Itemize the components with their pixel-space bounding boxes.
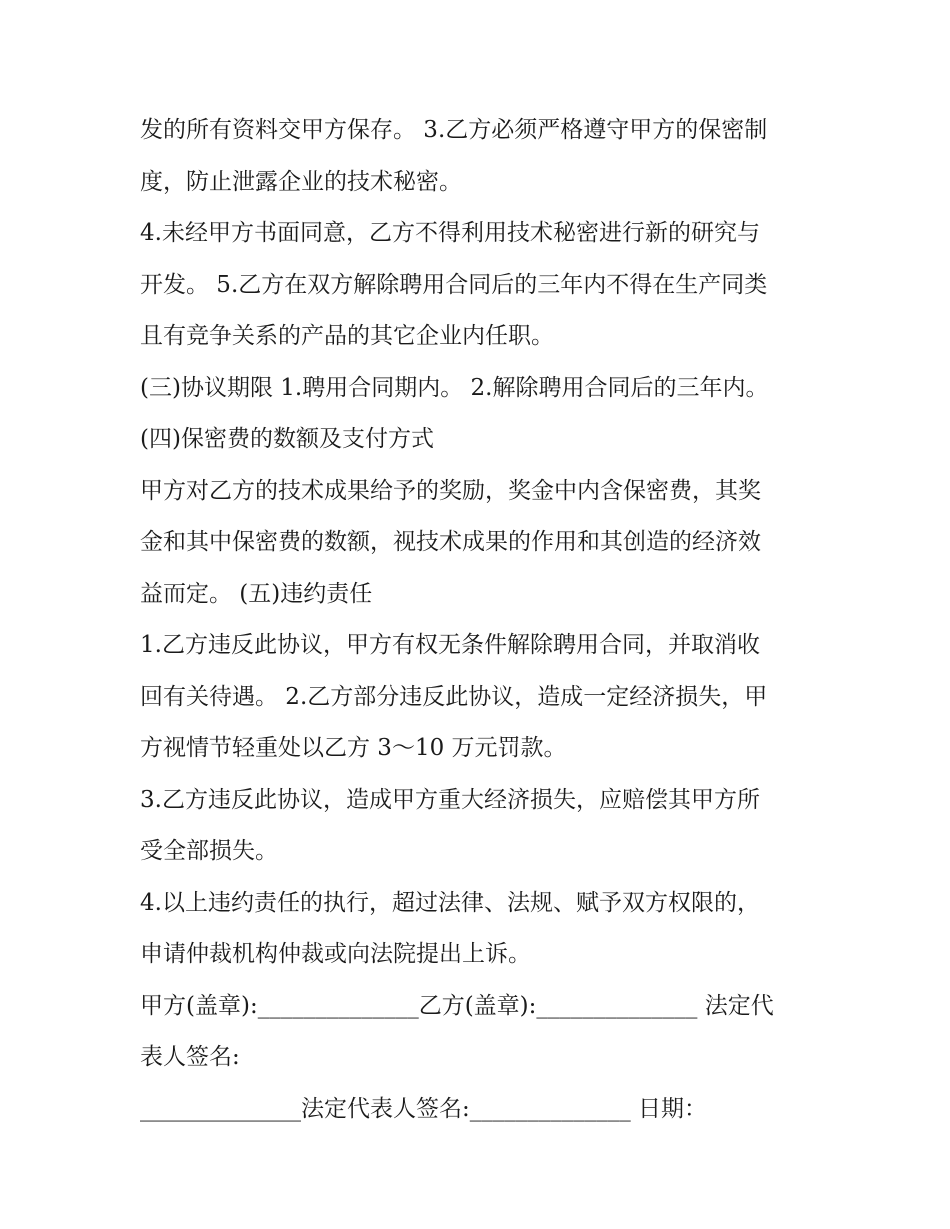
text-line: 甲方对乙方的技术成果给予的奖励，奖金中内含保密费，其奖	[140, 477, 761, 504]
text-line: 1.乙方违反此协议，甲方有权无条件解除聘用合同，并取消收	[140, 632, 760, 658]
text-line: 3.乙方违反此协议，造成甲方重大经济损失，应赔偿其甲方所	[140, 786, 760, 813]
text-line: 申请仲裁机构仲裁或向法院提出上诉。	[140, 941, 531, 967]
signature-line-label: 表人签名:	[140, 1044, 240, 1070]
text-line: 益而定。 (五)违约责任	[140, 580, 373, 607]
text-line: 金和其中保密费的数额，视技术成果的作用和其创造的经济效	[140, 529, 761, 555]
document-body	[140, 105, 820, 1135]
text-line: 回有关待遇。 2.乙方部分违反此协议，造成一定经济损失，甲	[140, 683, 768, 710]
section-heading-term: (三)协议期限 1.聘用合同期内。 2.解除聘用合同后的三年内。	[140, 374, 769, 401]
signature-line-parties: 甲方(盖章):______________乙方(盖章):______________ 法定代	[140, 992, 774, 1019]
signature-line-representative: ______________法定代表人签名:______________ 日期：	[140, 1095, 708, 1122]
text-line: 发的所有资料交甲方保存。 3.乙方必须严格遵守甲方的保密制	[140, 117, 768, 143]
section-heading-fee: (四)保密费的数额及支付方式	[140, 426, 434, 452]
text-line: 4.以上违约责任的执行，超过法律、法规、赋予双方权限的，	[140, 889, 760, 916]
text-line: 开发。 5.乙方在双方解除聘用合同后的三年内不得在生产同类	[140, 271, 768, 298]
text-line: 受全部损失。	[140, 838, 278, 864]
text-line: 4.未经甲方书面同意，乙方不得利用技术秘密进行新的研究与	[140, 220, 760, 246]
text-line: 方视情节轻重处以乙方 3～10 万元罚款。	[140, 735, 567, 761]
text-line: 度，防止泄露企业的技术秘密。	[140, 168, 462, 195]
text-line: 且有竞争关系的产品的其它企业内任职。	[140, 323, 554, 349]
